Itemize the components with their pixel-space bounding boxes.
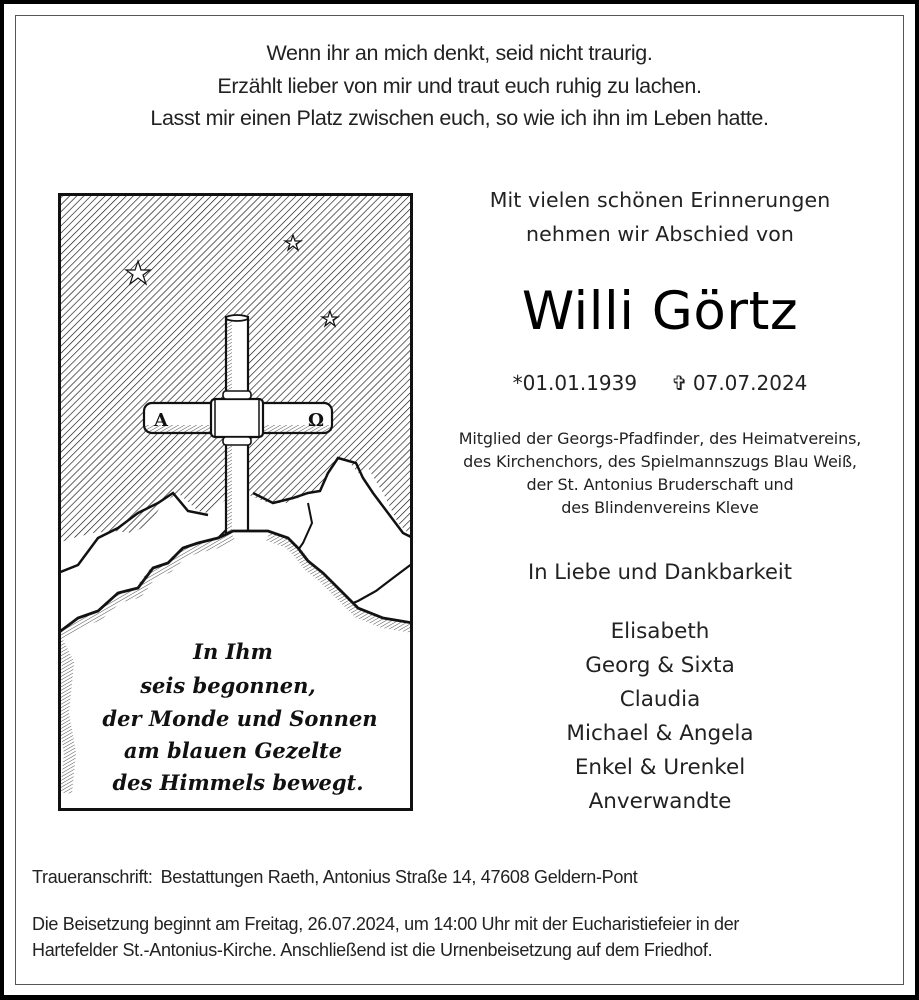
motto-line: des Himmels bewegt. [112,770,364,795]
family-member: Anverwandte [588,789,732,814]
address-value: Bestattungen Raeth, Antonius Straße 14, 47608 Geldern-Pont [160,867,638,887]
family-member: Georg & Sixta [585,653,735,678]
family-member: Michael & Angela [566,721,754,746]
motto-line: In Ihm [193,639,273,664]
thanks-line: In Liebe und Dankbarkeit [528,560,792,584]
membership-line: der St. Antonius Bruderschaft und [526,475,794,494]
life-dates [440,368,880,398]
alpha-glyph: A [154,410,168,431]
motto-line: der Monde und Sonnen [102,706,378,731]
poem [0,37,919,135]
poem-line: Erzählt lieber von mir und traut euch ruhig zu lachen. [217,73,702,98]
family-member: Claudia [619,687,701,712]
farewell-intro [440,183,880,251]
membership-line: Mitglied der Georgs-Pfadfinder, des Heimatvereins, [458,429,862,448]
ceremony-info [32,911,892,963]
membership-line: des Kirchenchors, des Spielmannszugs Blau Weiß, [463,452,857,471]
family-member: Elisabeth [610,619,710,644]
deceased-name: Willi Görtz [521,281,799,342]
intro-line: nehmen wir Abschied von [526,222,794,246]
cross-illustration [58,193,413,811]
memberships [420,427,900,519]
ceremony-line: Die Beisetzung beginnt am Freitag, 26.07.2024, um 14:00 Uhr mit der Eucharistiefeier in der [32,914,740,934]
poem-line: Lasst mir einen Platz zwischen euch, so wie ich ihn im Leben hatte. [150,106,769,130]
motto-line: seis begonnen, [140,673,316,698]
family-list [480,615,840,819]
membership-line: des Blindenvereins Kleve [561,498,759,517]
address-label: Traueranschrift: [32,867,153,887]
motto-line: am blauen Gezelte [123,738,343,763]
poem-line: Wenn ihr an mich denkt, seid nicht traurig. [266,41,653,65]
family-member: Enkel & Urenkel [574,755,746,780]
ceremony-line: Hartefelder St.-Antonius-Kirche. Anschließend ist die Urnenbeisetzung auf dem Friedhof. [32,940,713,960]
birth-date: *01.01.1939 [512,371,638,395]
intro-line: Mit vielen schönen Erinnerungen [489,188,831,212]
death-date: 07.07.2024 [692,371,808,395]
mourning-address [32,864,638,890]
omega-glyph: Ω [308,410,325,431]
latin-cross-icon: ✞ [671,371,688,395]
